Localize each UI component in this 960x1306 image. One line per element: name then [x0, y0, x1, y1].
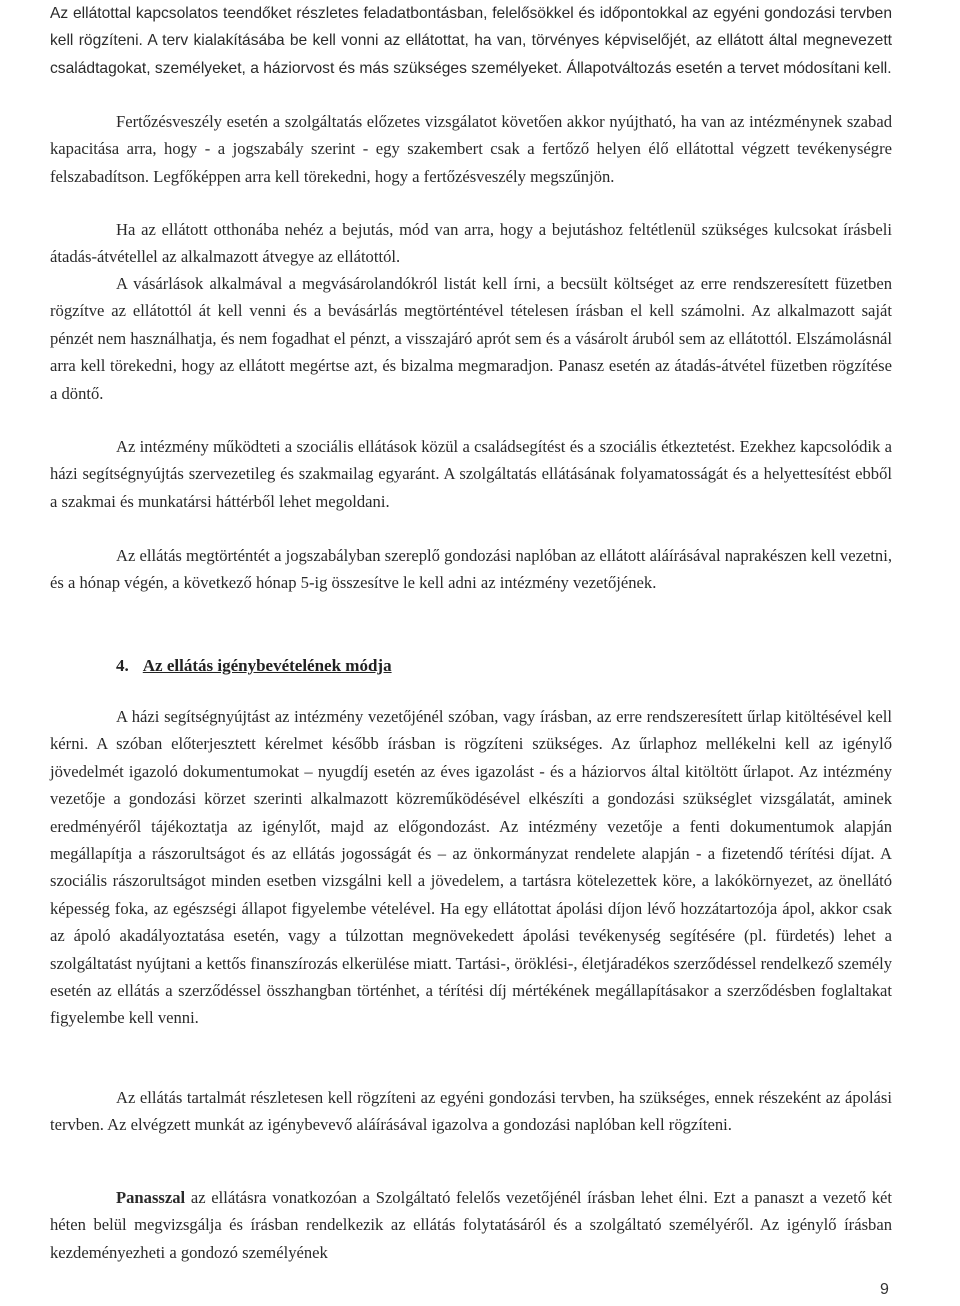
- paragraph-infection-risk: Fertőzésveszély esetén a szolgáltatás előzetes vizsgálatot követően akkor nyújtható, ha van az intézménynek szabad kapacitása arra, hogy - a jogszabály szerint - egy szakembert csak a fertőző helyen élő ellátottal végzett tevékenységre felszabadítson. Legfőképpen arra kell törekedni, hogy a fertőzésveszély megszűnjön.: [50, 112, 892, 186]
- section-number: 4.: [116, 656, 129, 675]
- paragraph-care-plan: Az ellátottal kapcsolatos teendőket részletes feladatbontásban, felelősökkel és időpontokkal az egyéni gondozási tervben kell rögzíteni. A terv kialakításába be kell vonni az ellátottat, ha van, törvényes képviselőjét, az ellátott által megnevezett családtagokat, személyeket, a háziorvost és más szükséges személyeket. Állapotváltozás esetén a tervet módosítani kell.: [50, 5, 892, 77]
- section-title: Az ellátás igénybevételének módja: [142, 656, 392, 675]
- paragraph-care-log: Az ellátás megtörténtét a jogszabályban szereplő gondozási naplóban az ellátott aláírásával naprakészen kell vezetni, és a hónap végén, a következő hónap 5-ig összesítve le kell adni az intézmény vezetőjének.: [50, 546, 892, 593]
- paragraph-application: A házi segítségnyújtást az intézmény vezetőjénél szóban, vagy írásban, az erre rendszeresített űrlap kitöltésével kell kérni. A szóban előterjesztett kérelmet később írásban is rögzíteni szükséges. Az űrlaphoz mellékelni kell az igénylő jövedelmét igazoló dokumentumokat – nyugdíj esetén az éves igazolást - és a háziorvos által kitöltött űrlapot. Az intézmény vezetője a gondozási körzet szerinti alkalmazott közreműködésével elkészíti a gondozási szükséglet vizsgálatát, aminek eredményéről tájékoztatja az igénylőt, majd az előgondozást. Az intézmény vezetője a fenti dokumentumok alapján megállapítja a rászorultságot és az ellátás jogosságát és – az önkormányzat rendelete alapján - a fizetendő térítési díjat. A szociális rászorultságot minden esetben vizsgálni kell a jövedelem, a tartásra kötelezettek köre, a lakókörnyezet, az önellátó képesség foka, az egészségi állapot figyelembe vételével. Ha egy ellátottat ápolási díjon lévő hozzátartozója ápol, akkor csak az ápoló akadályoztatása esetén, vagy a túlzottan megnövekedett ápolási tevékenység segítésére (pl. fürdetés) lehet a szolgáltatást nyújtani a kettős finanszírozás elkerülése miatt. Tartási-, öröklési-, életjáradékos szerződéssel rendelkező személy esetén az ellátás a szerződéssel összhangban történhet, a térítési díj mértékének megállapításakor a szerződésben foglaltakat figyelembe kell venni.: [50, 707, 892, 1028]
- complaint-keyword: Panasszal: [116, 1188, 186, 1207]
- paragraph-service-content: Az ellátás tartalmát részletesen kell rögzíteni az egyéni gondozási tervben, ha szükséges, ennek részeként az ápolási tervben. Az elvégzett munkát az igénybevevő aláírásával igazolva a gondozási naplóban kell rögzíteni.: [50, 1088, 892, 1135]
- section-heading: [116, 654, 392, 678]
- page-number: 9: [880, 1281, 889, 1298]
- paragraph-keys: Ha az ellátott otthonába nehéz a bejutás, mód van arra, hogy a bejutáshoz feltétlenül szükséges kulcsokat írásbeli átadás-átvétellel az alkalmazott átvegye az ellátottól.: [50, 220, 892, 267]
- paragraph-shopping: A vásárlások alkalmával a megvásárolandókról listát kell írni, a becsült költséget az erre rendszeresített füzetben rögzítve az ellátottól át kell venni és a bevásárlás megtörténtével tételesen írásban el kell számolni. Az alkalmazott saját pénzét nem használhatja, és nem fogadhat el pénzt, a visszajáró aprót sem és a vásárolt áruból sem az ellátottól. Elszámolásnál arra kell törekedni, hogy az ellátott megértse azt, és bizalma megmaradjon. Panasz esetén az átadás-átvétel füzetben rögzítése a döntő.: [50, 274, 892, 403]
- complaint-text: az ellátásra vonatkozóan a Szolgáltató felelős vezetőjénél írásban lehet élni. Ezt a panaszt a vezető két héten belül megvizsgálja és írásban rendelkezik az ellátás folytatásáról és a szolgáltató személyéről. Az igénylő írásban kezdeményezheti a gondozó személyének: [50, 1188, 892, 1262]
- paragraph-institution: Az intézmény működteti a szociális ellátások közül a családsegítést és a szociális étkeztetést. Ezekhez kapcsolódik a házi segítségnyújtás szervezetileg és szakmailag egyaránt. A szolgáltatás ellátásának folyamatosságát és a helyettesítést ebből a szakmai és munkatársi háttérből lehet megoldani.: [50, 437, 892, 511]
- paragraph-complaint: [50, 1184, 892, 1266]
